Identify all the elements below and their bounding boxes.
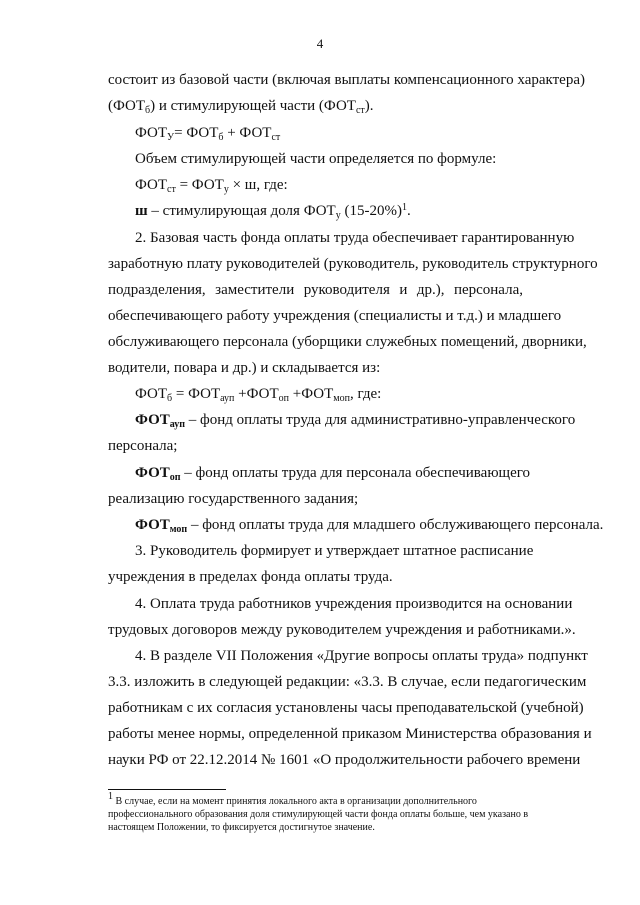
text: Объем стимулирующей части определяется по формуле:: [135, 151, 497, 167]
subscript: б: [167, 393, 173, 404]
text: (15-20%): [340, 203, 402, 219]
text: обслуживающего персонала (уборщики служебных помещений, дворники,: [108, 334, 587, 350]
text: – стимулирующая доля ФОТ: [147, 203, 336, 219]
footnote-line: [108, 791, 523, 808]
text: + ФОТ: [223, 125, 272, 141]
text-line: [108, 280, 523, 300]
page-number: 4: [316, 36, 324, 51]
text-line: [108, 70, 585, 90]
text: науки РФ от 22.12.2014 № 1601 «О продолжительности рабочего времени: [108, 752, 581, 768]
text-line: [135, 541, 534, 561]
subscript: б: [145, 105, 151, 116]
text: реализацию государственного задания;: [108, 491, 359, 507]
subscript: ауп: [220, 393, 235, 404]
text-line: [108, 750, 581, 770]
text: 3. Руководитель формирует и утверждает штатное расписание: [135, 543, 534, 559]
text-line: [108, 358, 523, 378]
text: .: [406, 203, 411, 219]
subscript: оп: [169, 472, 181, 483]
text: +ФОТ: [234, 386, 279, 402]
text: работникам с их согласия установлены часы преподавательской (учебной): [108, 700, 584, 716]
text-line: [108, 489, 523, 509]
text: × ш, где:: [228, 177, 288, 193]
bold-term: [135, 465, 181, 481]
text-line: [135, 228, 575, 248]
bold-term: [135, 412, 185, 428]
text: водители, повара и др.) и складывается из:: [108, 360, 381, 376]
text: ФОТ: [135, 412, 170, 428]
text-line: [135, 149, 523, 169]
bold-term: ш: [135, 203, 148, 219]
text: , где:: [349, 386, 382, 402]
text-line: [135, 201, 523, 221]
text: ФОТ: [135, 386, 168, 402]
bold-term: [135, 517, 187, 533]
subscript: ст: [355, 105, 365, 116]
footnote-line: [108, 821, 523, 834]
text: учреждения в пределах фонда оплаты труда.: [108, 569, 393, 585]
text-line: [108, 698, 584, 718]
text: ) и стимулирующей части (ФОТ: [150, 98, 356, 114]
text: ).: [364, 98, 374, 114]
text: – фонд оплаты труда для младшего обслуживающего персонала.: [187, 517, 604, 533]
text: – фонд оплаты труда для административно-управленческого: [185, 412, 576, 428]
text: ФОТ: [135, 125, 168, 141]
text-line: [108, 672, 587, 692]
text: работы менее нормы, определенной приказом Министерства образования и: [108, 726, 592, 742]
text: +ФОТ: [289, 386, 334, 402]
text: 2. Базовая часть фонда оплаты труда обеспечивает гарантированную: [135, 230, 575, 246]
subscript: у: [223, 184, 229, 195]
text-line: [108, 724, 592, 744]
definition-line: [135, 515, 604, 535]
text: – фонд оплаты труда для персонала обеспечивающего: [180, 465, 531, 481]
text: настоящем Положении, то фиксируется достигнутое значение.: [108, 822, 375, 833]
text: = ФОТ: [174, 125, 219, 141]
subscript: У: [167, 132, 175, 143]
subscript: ст: [271, 132, 281, 143]
footnote-reference: 1: [401, 202, 407, 213]
text: ФОТ: [135, 517, 170, 533]
text: состоит из базовой части (включая выплаты компенсационного характера): [108, 72, 585, 88]
subscript: моп: [333, 393, 350, 404]
text: 4. В разделе VII Положения «Другие вопросы оплаты труда» подпункт: [135, 648, 588, 664]
text-line: [108, 96, 523, 116]
definition-line: [135, 410, 576, 430]
subscript: ст: [167, 184, 176, 195]
text-line: [108, 254, 598, 274]
text-line: [108, 567, 523, 587]
text-line: [108, 436, 523, 456]
text: подразделения, заместители руководителя и др.), персонала,: [108, 282, 523, 298]
text-line: [108, 620, 576, 640]
text: трудовых договоров между руководителем учреждения и работниками.».: [108, 622, 576, 638]
text-line: [135, 594, 573, 614]
text-line: [108, 332, 587, 352]
text: 3.3. изложить в следующей редакции: «3.3. В случае, если педагогическим: [108, 674, 587, 690]
formula-fot-u: [135, 123, 523, 143]
text: обеспечивающего работу учреждения (специалисты и т.д.) и младшего: [108, 308, 562, 324]
text: = ФОТ: [172, 386, 221, 402]
footnote-line: [108, 808, 529, 821]
footnote-separator: [108, 789, 226, 790]
text: профессионального образования доля стимулирующей части фонда оплаты больше, чем указано в: [108, 809, 529, 820]
text-line: [135, 646, 588, 666]
subscript: ауп: [169, 419, 186, 430]
formula-fot-b: [135, 384, 523, 404]
subscript: у: [335, 210, 341, 221]
formula-fot-st: [135, 175, 523, 195]
subscript: моп: [169, 524, 188, 535]
text: В случае, если на момент принятия локального акта в организации дополнительного: [113, 796, 477, 807]
text: 4. Оплата труда работников учреждения производится на основании: [135, 596, 573, 612]
text: (ФОТ: [108, 98, 146, 114]
subscript: б: [218, 132, 224, 143]
subscript: оп: [278, 393, 290, 404]
text: персонала;: [108, 438, 178, 454]
text: = ФОТ: [175, 177, 224, 193]
text: заработную плату руководителей (руководитель, руководитель структурного: [108, 256, 598, 272]
text: ФОТ: [135, 177, 168, 193]
definition-line: [135, 463, 531, 483]
text: ФОТ: [135, 465, 170, 481]
footnote-mark: 1: [108, 791, 113, 802]
text-line: [108, 306, 562, 326]
